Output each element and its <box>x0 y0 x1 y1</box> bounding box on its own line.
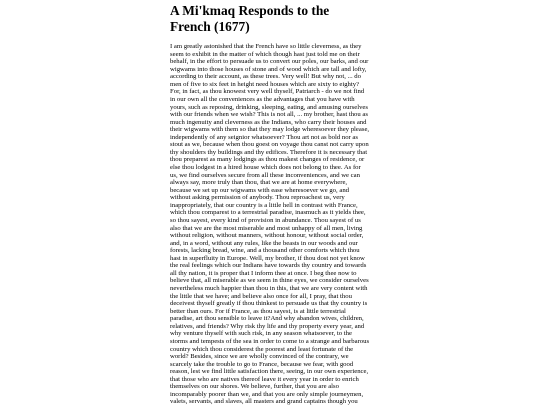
text-line: incomparably poorer than we, and that you are only simple journeymen, <box>170 390 364 398</box>
text-line: the little that we have; and believe also once for all, I pray, that thou <box>170 292 352 300</box>
text-line: all thy nation, it is proper that I inform thee at once. I beg thee now to <box>170 269 357 277</box>
text-line: deceivest thyself greatly if thou thinkest to persuade us that thy country is <box>170 300 368 308</box>
text-line: men of five to six feet in height need houses which are sixty to eighty? <box>170 80 360 88</box>
text-line: that those who are natives thereof leave it every year in order to enrich <box>170 375 359 383</box>
text-line: inappropriately, that our country is a little hell in contrast with France, <box>170 201 358 209</box>
text-line: which thou comparest to a terrestrial paradise, inasmuch as it yields thee, <box>170 209 366 217</box>
text-line: always say, more truly than thou, that we are at home everywhere, <box>170 179 348 187</box>
text-line: better than ours. For if France, as thou sayest, is at little terrestrial <box>170 307 346 315</box>
text-line: us, we find ourselves secure from all these inconveniences, and we can <box>170 171 360 179</box>
text-line: and, in a word, without any rules, like the beasts in our woods and our <box>170 239 358 247</box>
text-line: without asking permission of anybody. Thou reproachest us, very <box>170 194 345 202</box>
text-line: according to their account, as these trees. Very well! But why not, ... do <box>170 73 361 81</box>
text-line: with our friends when we wish? This is not all, ... my brother, hast thou as <box>170 111 368 119</box>
text-line: relatives, and friends? Why risk thy life and thy property every year, and <box>170 322 365 330</box>
text-line: country which thou considerest the poorest and least fortunate of the <box>170 345 354 353</box>
text-line: wigwams into those houses of stone and of wood which are tall and lofty, <box>170 65 367 73</box>
text-line: themselves on our shores. We believe, further, that you are also <box>170 383 339 391</box>
text-line: nevertheless much happier than thou in this, that we are very content with <box>170 285 368 292</box>
text-line: so thou sayest, every kind of provision in abundance. Thou sayest of us <box>170 216 361 224</box>
text-line: also that we are the most miserable and most unhappy of all men, living <box>170 224 363 232</box>
text-line: forests, lacking bread, wine, and a thousand other comforts which thou <box>170 247 360 255</box>
body-text <box>170 43 369 405</box>
text-line: the real feelings which our Indians have towards thy country and towards <box>170 262 367 270</box>
text-line: in our own all the conveniences as the advantages that you have with <box>170 95 355 103</box>
text-line: seem to exhibit in the matter of which though hast just told me on their <box>170 50 360 58</box>
text-line: because we set up our wigwams with ease wheresoever we go, and <box>170 186 350 194</box>
text-line: independently of any seignior whatsoever? Thou art not as bold nor as <box>170 133 359 141</box>
text-line: their wigwams with them so that they may lodge wheresoever they please, <box>170 126 370 134</box>
text-line: hast in superfluity in Europe. Well, my brother, if thou dost not yet know <box>170 254 365 262</box>
text-line: stout as we, because when thou goest on voyage thou canst not carry upon <box>170 141 369 149</box>
text-line: I am greatly astonished that the French have so little cleverness, as they <box>170 43 362 50</box>
text-line: else thou lodgest in a hired house which does not belong to thee. As for <box>170 164 361 171</box>
text-line: thy shoulders thy buildings and thy edifices. Therefore it is necessary that <box>170 148 368 156</box>
text-line: reason, lest we find little satisfaction there, seeing, in our own experience, <box>170 368 369 376</box>
text-line: valets, servants, and slaves, all masters and grand captains though you <box>170 398 358 405</box>
text-line: paradise, art thou sensible to leave it?And why abandon wives, children, <box>170 315 364 323</box>
text-line: storms and tempests of the sea in order to come to a strange and barbarous <box>170 337 370 345</box>
text-line: scarcely take the trouble to go to France, because we fear, with good <box>170 360 354 368</box>
text-line: much ingenuity and cleverness as the Indians, who carry their houses and <box>170 118 367 126</box>
text-line: thou preparest as many lodgings as thou makest changes of residence, or <box>170 156 365 164</box>
text-line: yours, such as reposing, drinking, sleeping, eating, and amusing ourselves <box>170 103 368 111</box>
text-line: without religion, without manners, without honour, without social order, <box>170 232 364 240</box>
text-line: behalf, in the effort to persuade us to convert our poles, our barks, and our <box>170 58 369 66</box>
text-line: world? Besides, since we are wholly convinced of the contrary, we <box>170 353 349 361</box>
page-title: A Mi'kmaq Responds to the French (1677) <box>170 3 330 34</box>
text-line: believe that, all miserable as we seem in thine eyes, we consider ourselves <box>170 277 369 285</box>
text-line: why venture thyself with such risk, in any season whatsoever, to the <box>170 330 352 338</box>
text-line: For, in fact, as thou knowest very well thyself, Patriarch - do we not find <box>170 88 365 96</box>
